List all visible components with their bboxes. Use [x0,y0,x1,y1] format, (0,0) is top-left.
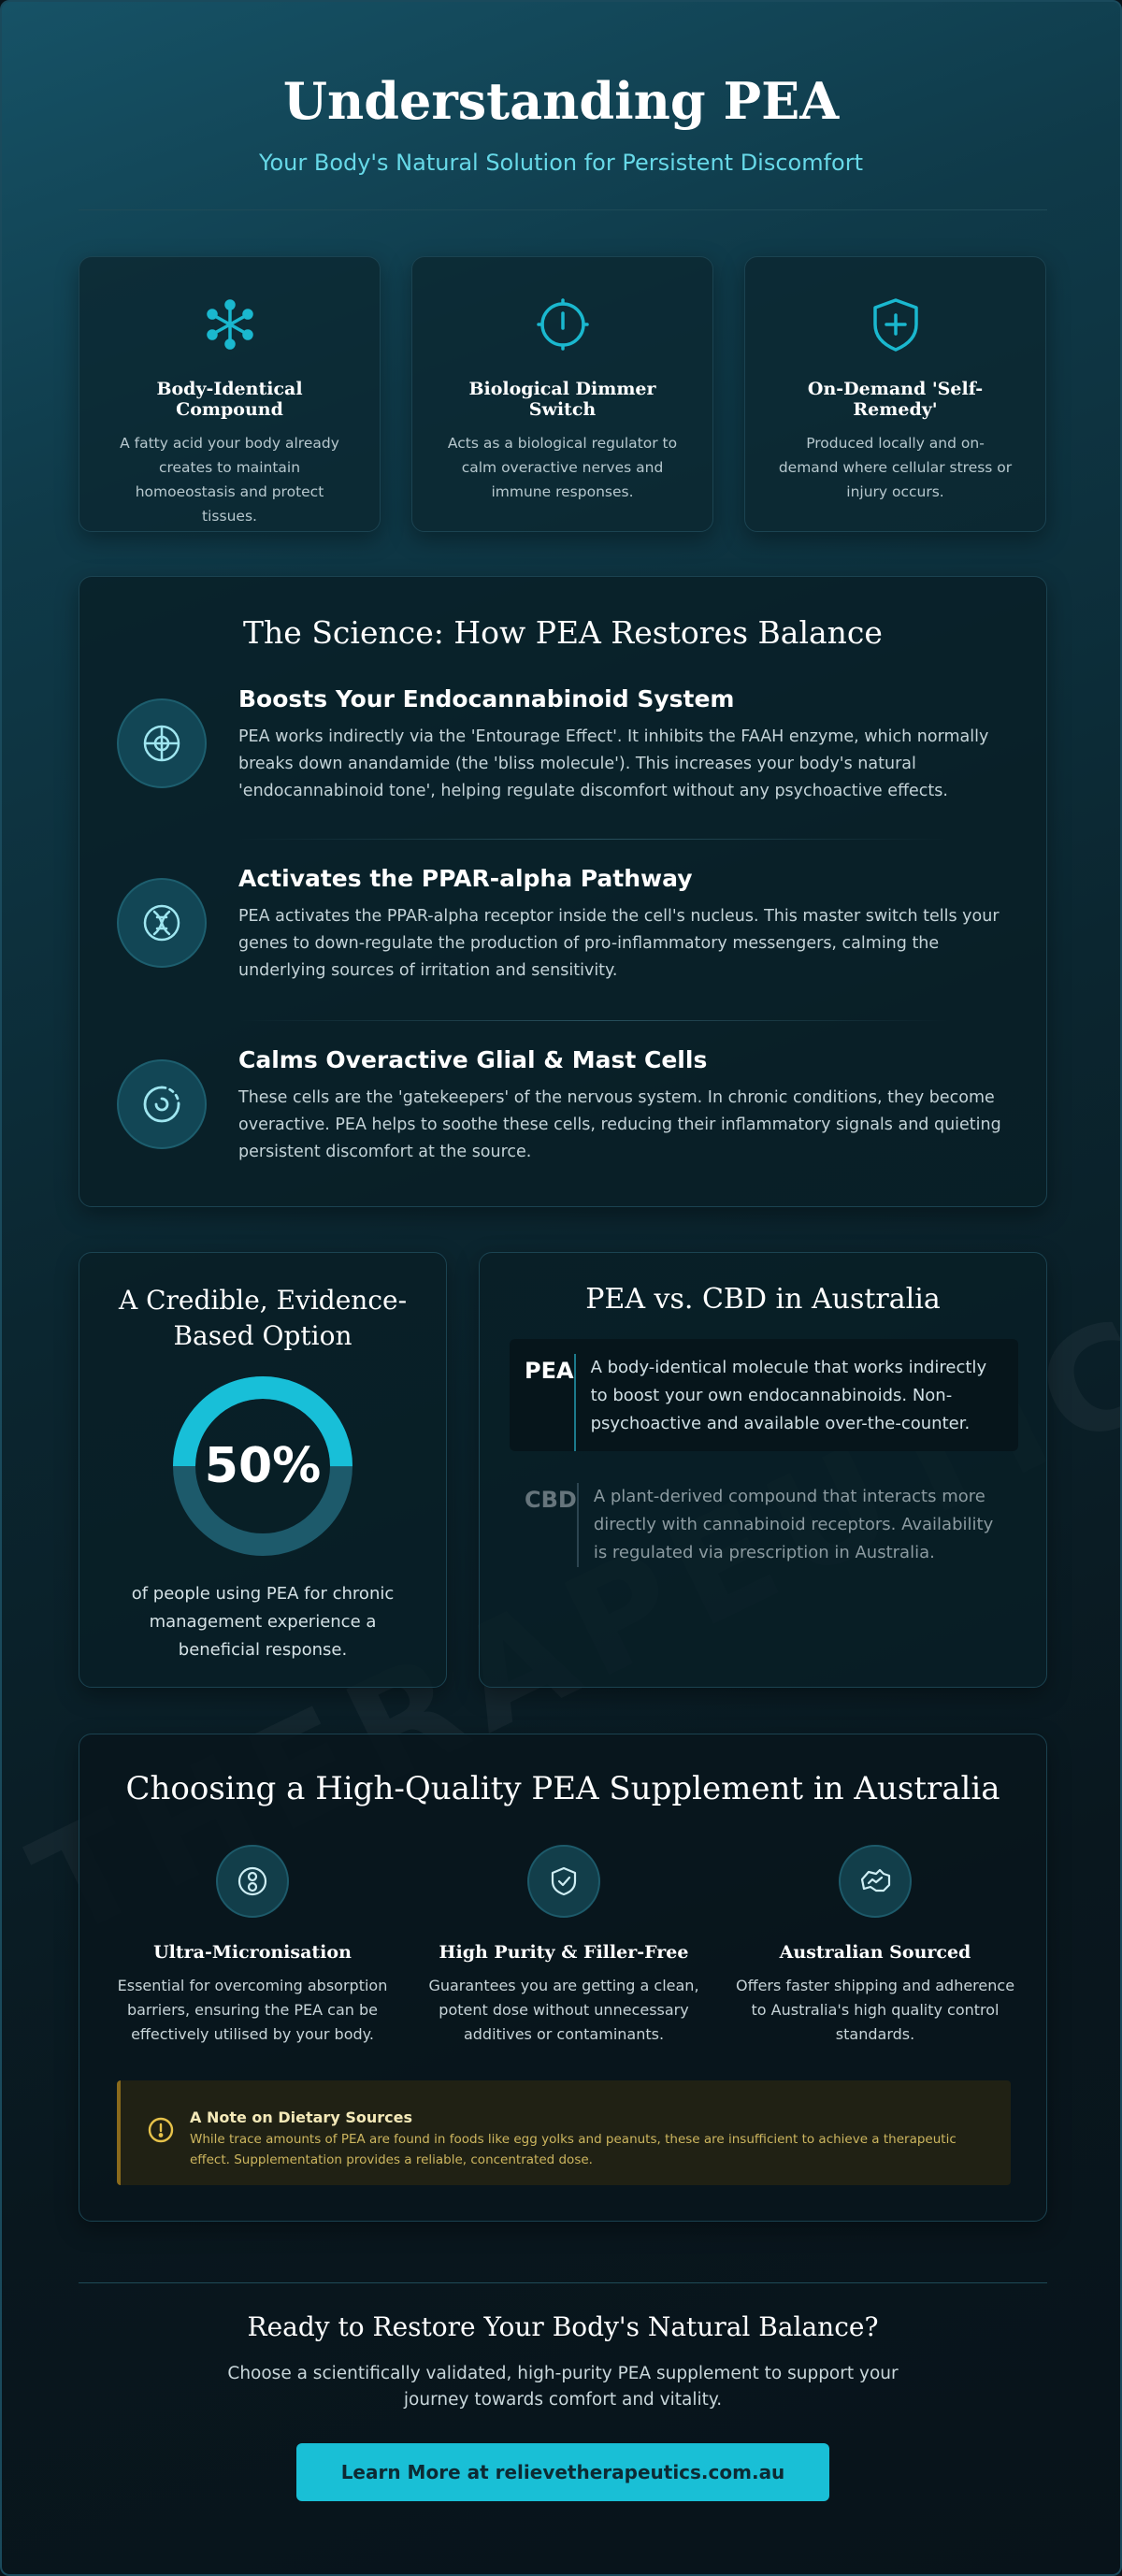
comparison-row-cbd [510,1483,1018,1567]
science-item-title: Boosts Your Endocannabinoid System [238,685,735,712]
note-text: While trace amounts of PEA are found in foods like egg yolks and peanuts, these are insufficient to achieve a therapeutic effect. Supplementation provides a reliable, concentrated dose. [190,2132,957,2167]
learn-more-button[interactable]: Learn More at relievetherapeutics.com.au [296,2443,829,2501]
quality-item-text: Offers faster shipping and adherence to Australia's high quality control standards. [735,1977,1015,2043]
warning-icon [147,2116,175,2148]
quality-item-text: Essential for overcoming absorption barriers, ensuring the PEA can be effectively utilised by your body. [117,1977,388,2043]
comparison-text: A body-identical molecule that works indirectly to boost your own endocannabinoids. Non-psychoactive and available over-the-counter. [574,1354,1003,1451]
science-section [79,576,1047,1207]
feature-title: Biological Dimmer Switch [468,379,656,420]
spinner-icon [117,1059,207,1149]
power-dial-icon [444,293,681,356]
science-title: The Science: How PEA Restores Balance [243,614,883,651]
stat-card [79,1252,447,1688]
comparison-title: PEA vs. CBD in Australia [585,1283,941,1316]
shield-plus-icon [777,293,1014,356]
cta-divider [79,2282,1047,2283]
stat-donut [171,1374,354,1558]
science-item-title: Calms Overactive Glial & Mast Cells [238,1046,708,1073]
shield-check-icon [527,1845,600,1918]
quality-item-text: Guarantees you are getting a clean, potent dose without unnecessary additives or contaminants. [428,1977,699,2043]
page-subtitle: Your Body's Natural Solution for Persistent Discomfort [258,150,864,176]
science-item-ppar-alpha [117,865,1014,985]
micronised-icon [216,1845,289,1918]
quality-item-title: Australian Sourced [779,1942,971,1963]
science-divider [238,1020,949,1021]
page-title: Understanding PEA [282,71,840,131]
feature-title: Body-Identical Compound [156,379,303,420]
quality-item-title: Ultra-Micronisation [153,1942,352,1963]
cta-title: Ready to Restore Your Body's Natural Balance? [247,2311,879,2342]
australia-map-icon [839,1845,912,1918]
header-divider [79,209,1047,210]
page-header [2,2,1120,176]
quality-section [79,1734,1047,2222]
comparison-text: A plant-derived compound that interacts more directly with cannabinoid receptors. Availability is regulated via prescription in Australia. [577,1483,1003,1567]
call-to-action [2,2311,1122,2501]
science-item-glial-mast [117,1046,1014,1166]
stat-caption: of people using PEA for chronic management experience a beneficial response. [131,1584,395,1660]
science-item-title: Activates the PPAR-alpha Pathway [238,865,693,892]
feature-text: Acts as a biological regulator to calm overactive nerves and immune responses. [447,435,678,500]
quality-item-purity [419,1845,709,2047]
comparison-row-pea [510,1339,1018,1451]
quality-item-title: High Purity & Filler-Free [439,1942,689,1963]
comparison-label: CBD [525,1487,577,1513]
feature-text: Produced locally and on-demand where cellular stress or injury occurs. [778,435,1013,500]
quality-item-australian [730,1845,1020,2047]
feature-text: A fatty acid your body already creates to maintain homoeostasis and protect tissues. [120,435,339,525]
science-item-endocannabinoid [117,685,1014,805]
target-icon [117,698,207,788]
comparison-card [479,1252,1047,1688]
stat-value: 50% [204,1438,322,1494]
science-item-text: PEA works indirectly via the 'Entourage Effect'. It inhibits the FAAH enzyme, which normally breaks down anandamide (the 'bliss molecule'). This increases your body's natural 'endocannabinoid tone', helping regulate discomfort without any psychoactive effects. [238,727,989,800]
science-divider [238,839,949,840]
quality-title: Choosing a High-Quality PEA Supplement in Australia [125,1770,1000,1807]
cta-text: Choose a scientifically validated, high-purity PEA supplement to support your journey towards comfort and vitality. [227,2364,899,2410]
science-item-text: PEA activates the PPAR-alpha receptor inside the cell's nucleus. This master switch tells your genes to down-regulate the production of pro-inflammatory messengers, calming the underlying sources of irritation and sensitivity. [238,907,1000,980]
feature-card-dimmer-switch [411,256,713,532]
feature-card-body-identical [79,256,381,532]
dietary-note [117,2080,1011,2185]
note-title: A Note on Dietary Sources [190,2108,412,2126]
science-item-text: These cells are the 'gatekeepers' of the nervous system. In chronic conditions, they become overactive. PEA helps to soothe these cells, reducing their inflammatory signals and quieting persistent discomfort at the source. [238,1088,1001,1161]
feature-title: On-Demand 'Self-Remedy' [807,379,984,420]
quality-item-micronisation [108,1845,397,2047]
feature-card-self-remedy [744,256,1046,532]
comparison-label: PEA [525,1358,574,1384]
stat-title: A Credible, Evidence-Based Option [118,1285,408,1351]
molecule-icon [111,293,348,356]
dna-icon [117,878,207,968]
